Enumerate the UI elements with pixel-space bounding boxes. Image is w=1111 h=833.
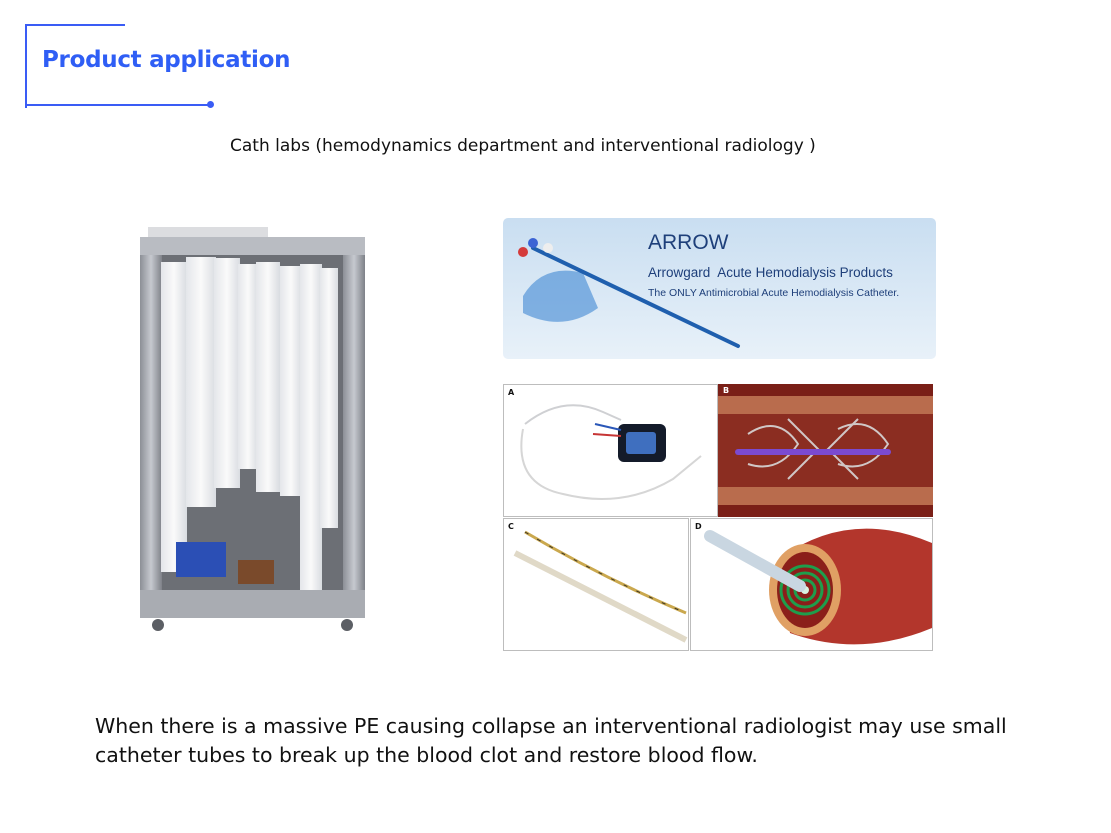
figure-panel-a [503,384,718,517]
panel-d-label: D [695,522,702,531]
arrow-banner-image [503,218,936,359]
product-line-text: Arrowgard [648,265,711,280]
title-dot [207,101,214,108]
tagline-text: The ONLY Antimicrobial Acute Hemodialysis Catheter. [648,287,900,299]
subtitle: Cath labs (hemodynamics department and interventional radiology ) [230,136,816,156]
figure-panel-c [503,518,689,651]
catheter-cabinet-image [128,222,375,642]
caption-text: When there is a massive PE causing collapse an interventional radiologist may use small catheter tubes to break up the blood clot and restore blood flow. [95,714,1007,767]
panel-a-label: A [508,388,515,397]
panel-b-label: B [723,386,730,395]
figure-panel-d [690,518,933,651]
brand-text: ARROW [648,231,729,254]
page-title: Product application [42,47,291,73]
figure-panel-b [718,384,933,517]
title-underline [25,104,211,106]
svg-text:Arrowgard Acute Hemodialys [648,265,893,280]
panel-c-label: C [508,522,514,531]
product-suffix-text: Acute Hemodialysis Products [717,265,893,280]
